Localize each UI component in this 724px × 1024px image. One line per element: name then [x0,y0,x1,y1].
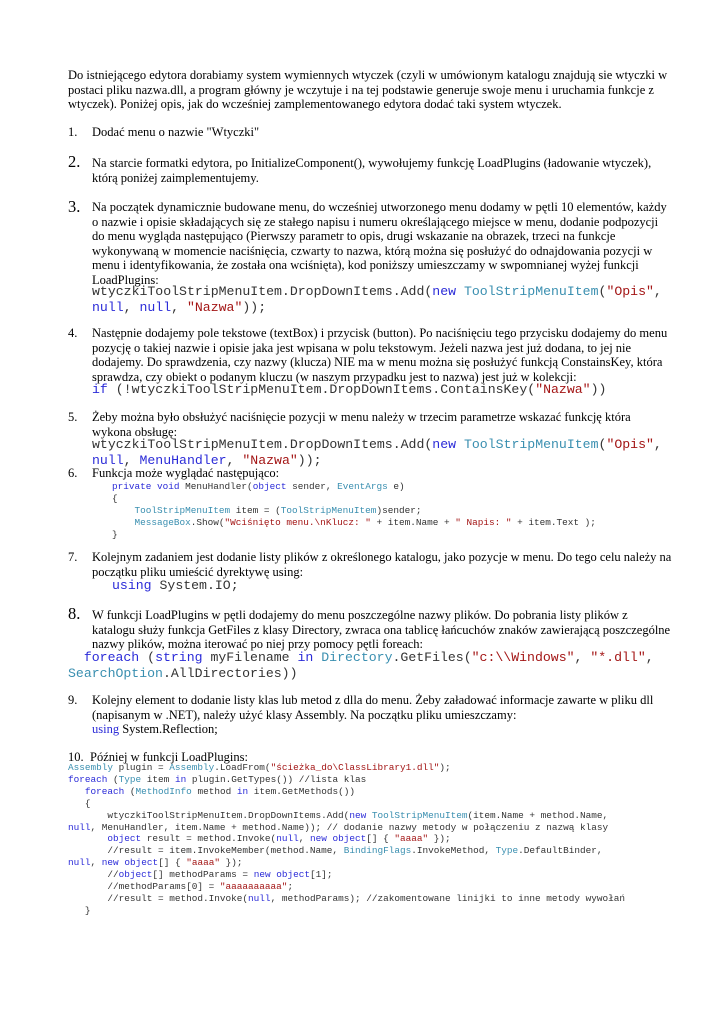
code-token: (item.Name + method.Name, [467,809,609,821]
item-number: 9. [68,693,78,707]
code-token: }); [219,857,243,869]
code-token: e) [387,481,405,492]
code-type: ToolStripMenuItem [463,437,599,452]
code-keyword: object [124,857,159,869]
item-text [92,326,667,384]
code-type: Type [118,773,142,785]
code-keyword: in [297,650,314,665]
item-line: wykona obsługę: [92,424,178,439]
code-token: //result = method.Invoke( [107,892,249,904]
code-token: )); [297,452,322,468]
item-number: 8. [68,604,81,623]
code-string: "Wciśnięto menu.\nKlucz: " [224,516,371,528]
code-token: ( [107,773,119,785]
code-token: ); [439,762,451,773]
item-number: 3. [68,197,81,216]
code-token: .LoadFrom( [214,762,271,773]
code-keyword: if [92,382,108,397]
code-token: , [123,452,140,468]
code-token: System.Reflection; [119,722,218,737]
item-line: sprawdza, czy obiekt o podanym kluczu (w naszym przypadku jest to nazwa) jest już w kolekcji: [92,369,577,384]
code-token: item.GetMethods()) [248,785,355,797]
code-keyword: object [276,869,310,881]
code-keyword: private [112,481,152,492]
code-token: , [171,299,187,315]
code-snippet-foreach-files [68,650,654,681]
code-string: "aaaaaaaaaa" [219,881,288,893]
item-line: Kolejnym zadaniem jest dodanie listy plików z określonego katalogu, jako pozycje w menu. Do tego celu należy na [92,550,672,564]
code-token: item = ( [230,504,281,516]
code-token: + item.Name + [370,516,456,528]
item-number: 6. [68,466,78,480]
code-token: ( [139,650,156,665]
code-type: EventArgs [337,481,388,492]
code-string: "Nazwa" [186,299,243,315]
code-token: , [90,857,102,869]
code-token: wtyczkiToolStripMenuItem.DropDownItems.Add( [107,809,350,821]
code-token: .AllDirectories)) [162,665,298,681]
code-token [456,284,464,299]
code-token: .InvokeMethod, [411,845,496,857]
code-string: "*.dll" [590,650,646,665]
code-keyword: new [309,833,327,845]
code-token: // [107,869,119,881]
code-snippet-load-plugins [68,762,625,917]
code-string: "aaaa" [394,833,429,845]
code-type: Assembly [169,762,215,773]
code-token [456,437,464,452]
code-keyword: void [157,481,180,492]
item-line: katalogu służy funkcja GetFiles z klasy Directory, zwraca ona tablicę łańcuchów znaków zawierającą poszczególne [92,622,671,637]
code-token: wtyczkiToolStripMenuItem.DropDownItems.Add( [92,284,433,299]
code-keyword: null [248,892,271,904]
code-keyword: foreach [84,785,125,797]
code-token: , [653,437,662,452]
code-keyword: using [112,578,152,593]
item-text [92,466,279,481]
item-line: Kolejny element to dodanie listy klas lub metod z dlla do menu. Żeby załadować informacje zawarte w pliku dll [92,693,654,707]
intro-line: postaci pliku nazwa.dll, a program główny je wczytuje i na tej podstawie generuje swoje menu i uruchamia funkcje z [68,82,654,97]
code-token: plugin.GetTypes()) //lista klas [186,773,367,785]
code-line: { [112,492,118,504]
code-token: result = method.Invoke( [141,833,277,845]
code-snippet-add-item [92,284,662,315]
code-token: { [84,797,91,809]
code-token: , [298,833,310,845]
code-line: } [112,528,118,540]
code-keyword: null [92,299,124,315]
code-token: ( [598,284,607,299]
code-token: method [191,785,237,797]
code-type: MessageBox [134,516,191,528]
code-token: .DefaultBinder, [518,845,603,857]
code-keyword: object [118,869,153,881]
code-type: ToolStripMenuItem [134,504,231,516]
code-keyword: new [349,809,367,821]
code-token: ; [287,881,294,893]
code-string: "Nazwa" [242,452,298,468]
code-keyword: object [107,833,142,845]
code-type: BindingFlags [343,845,412,857]
code-token: [1]; [310,869,333,881]
code-type: SearchOption [68,665,163,681]
code-snippet-menu-handler-func [112,481,596,541]
item-text [92,550,671,579]
item-line: Funkcja może wyglądać następująco: [92,466,280,480]
code-type: Type [495,845,519,857]
code-token: ( [598,437,607,452]
code-token: //methodParams[0] = [107,881,220,893]
code-type: ToolStripMenuItem [280,504,377,516]
code-string: "Opis" [606,437,654,452]
code-keyword: new [432,284,457,299]
code-string: "c:\\Windows" [471,650,575,665]
item-line: Później w funkcji LoadPlugins: [90,750,248,764]
code-string: "ścieżka_do\ClassLibrary1.dll" [270,762,440,773]
code-token: item [141,773,175,785]
code-token: //result = item.InvokeMember(method.Name, [107,845,344,857]
code-token: [] methodParams = [152,869,254,881]
item-line: (napisanym w .NET), należy użyć klasy Assembly. Na początku pliku umieszczamy: [92,707,517,722]
code-keyword: object [252,481,287,492]
code-token: , [123,299,140,315]
code-string: " Napis: " [455,516,512,528]
item-text [92,125,259,140]
code-token: (!wtyczkiToolStripMenuItem.DropDownItems.ContainsKey( [107,382,536,397]
code-token: + item.Text ); [511,516,596,528]
item-line: Dodać menu o nazwie "Wtyczki" [92,125,260,139]
code-keyword: object [332,833,367,845]
item-text [92,410,631,439]
code-keyword: new [101,857,119,869]
item-line: wykonywaną w momencie naciśnięcia, czwarty to nazwa, którą można się posłużyć do odnajdowania pozycji w [92,243,653,258]
code-token: , MenuHandler, item.Name + method.Name)); // dodanie nazwy metody w połączeniu z nazwą klasy [90,821,609,833]
item-line: Żeby można było obsłużyć naciśnięcie pozycji w menu należy w trzecim parametrze wskazać funkcję która [92,410,631,424]
code-type: ToolStripMenuItem [371,809,468,821]
code-snippet-contains-key [92,382,606,398]
code-string: "Nazwa" [535,382,591,397]
code-string: "Opis" [606,284,654,299]
code-keyword: in [174,773,187,785]
code-token: }); [428,833,451,845]
code-keyword: MenuHandler [139,452,227,468]
code-keyword: null [276,833,299,845]
code-snippet-using-io [112,578,239,594]
item-number: 7. [68,550,78,564]
code-token: , [653,284,662,299]
code-token: .GetFiles( [392,650,472,665]
item-line: pozycję o takiej nazwie i opisie jaka jest wpisana w polu tekstowym. Jeżeli nazwa jest już dodana, to jej nie [92,340,632,355]
item-line: do menu wygląda następująco (Pierwszy parametr to opis, drugi wskazanie na obrazek, trzeci na funkcje [92,229,616,244]
item-text [92,608,670,652]
item-line: Następnie dodajemy pole tekstowe (textBox) i przycisk (button). Po naciśnięciu tego przycisku dodajemy do menu [92,326,668,340]
item-text [92,693,653,737]
item-text [92,156,651,185]
code-token: wtyczkiToolStripMenuItem.DropDownItems.Add( [92,437,433,452]
code-type: Assembly [68,762,114,773]
code-keyword: new [253,869,271,881]
code-token: , methodParams); //zakomentowane linijki to inne metody wywołań [270,892,625,904]
code-token: myFilename [202,650,298,665]
code-keyword: in [236,785,249,797]
code-keyword: new [432,437,457,452]
item-line: nazwy plików, można iterować po niej przy pomocy pętli foreach: [92,637,424,652]
code-token: System.IO; [151,578,239,593]
intro-paragraph [68,68,668,112]
intro-line: wtyczek). Poniżej opis, jak do wcześniej zamplementowanego edytora dodać taki system wtyczek. [68,97,562,112]
code-token: sender, [286,481,338,492]
item-line: W funkcji LoadPlugins w pętli dodajemy do menu poszczególne nazwy plików. Do pobrania listy plików z [92,608,628,622]
code-snippet-menu-handler-add [92,437,662,468]
code-token: plugin = [113,762,170,773]
code-string: "aaaa" [186,857,220,869]
code-keyword: string [155,650,203,665]
item-number: 4. [68,326,78,340]
item-line: Na starcie formatki edytora, po InitializeComponent(), wywołujemy funkcję LoadPlugins (ładowanie wtyczek), [92,156,652,170]
code-keyword: foreach [68,773,108,785]
item-line: menu i identyfikowania, że została ona wciśnięta), kod poniższy umieszczamy w swpomnianej wyżej funkcji [92,258,639,273]
code-token: )); [242,299,267,315]
code-token: [] { [366,833,395,845]
item-line: o nazwie i opisie składających się ze stałego napisu i numeru określającego miejsce w menu, dodanie podpozycji [92,214,659,229]
code-keyword: null [92,452,124,468]
code-token: , [574,650,591,665]
code-token: )) [590,382,607,397]
code-keyword: foreach [83,650,140,665]
code-token: )sender; [376,504,422,516]
code-type: ToolStripMenuItem [463,284,599,299]
code-type: Directory [321,650,393,665]
item-text [92,200,667,288]
item-number: 10. [68,750,84,764]
code-keyword: null [139,299,172,315]
code-token: [] { [158,857,187,869]
item-line: Na początek dynamicznie budowane menu, do wcześniej utworzonego menu dodamy w pętli 10 elementów, każdy [92,200,667,214]
code-keyword: null [68,857,91,869]
item-line: dodajemy. Do sprawdzenia, czy nazwy (klucza) NIE ma w menu można się posłużyć funkcją ConstainsKey, która [92,355,663,370]
code-token: MenuHandler( [179,481,253,492]
item-line: którą poniżej zaimplementujemy. [92,170,259,185]
code-type: MethodInfo [135,785,192,797]
code-keyword: using [92,722,120,737]
code-keyword: null [68,821,91,833]
item-number: 1. [68,125,78,139]
code-token: , [645,650,654,665]
code-token: , [226,452,243,468]
intro-line: Do istniejącego edytora dorabiamy system wymiennych wtyczek (czyli w umówionym katalogu znajdują sie wtyczki w [68,68,668,82]
item-number: 2. [68,152,81,171]
item-number: 5. [68,410,78,424]
item-line: początku pliku umieścić dyrektywę using: [92,564,304,579]
code-token: } [84,904,91,916]
code-token: .Show( [190,516,225,528]
code-token: ( [124,785,136,797]
item-line: LoadPlugins: [92,272,159,287]
